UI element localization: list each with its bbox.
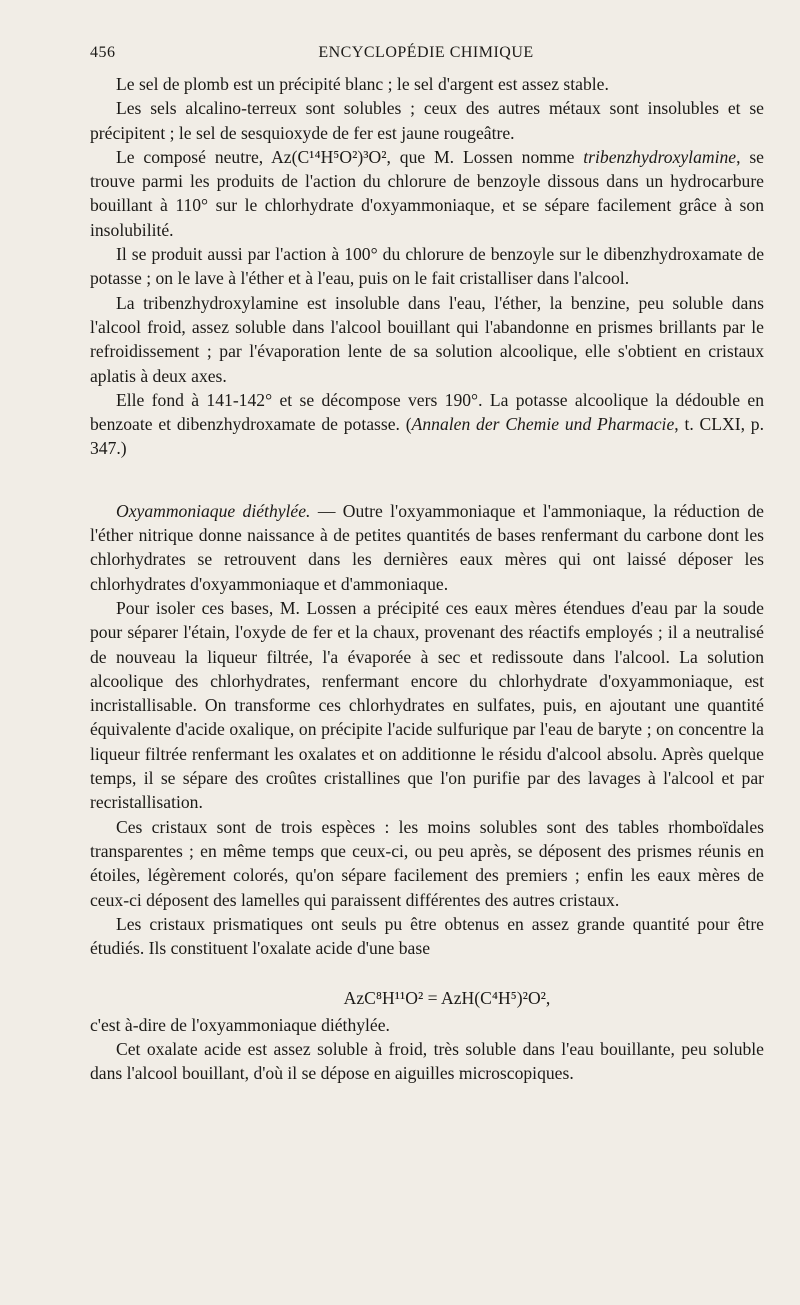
text-run: , se trouve parmi les produits de l'action du chlorure de benzoyle dissous dans un hydrocarbure bouillant à 110° sur le chlorhydrate d'oxyammoniaque, et se sépare facilement grâce à son insolubilité.: [90, 146, 764, 240]
page-body: [90, 72, 764, 1086]
paragraph-lead-salt: Le sel de plomb est un précipité blanc ; le sel d'argent est assez stable.: [116, 74, 609, 94]
italic-citation: Annalen der Chemie und Pharmacie: [411, 414, 675, 435]
italic-term: tribenzhydroxylamine: [583, 146, 737, 167]
text-run: Elle fond à 141-142° et se décompose vers 190°. La potasse alcoolique la dédouble en benzoate et dibenzhydroxamate de potasse. (: [90, 389, 764, 435]
paragraph-section-diethyl: [90, 499, 764, 596]
section-heading: Oxyammoniaque diéthylée.: [116, 500, 311, 521]
paragraph-melting-point: [90, 388, 764, 461]
text-run: Le composé neutre, Az(C¹⁴H⁵O²)³O², que M. Lossen nomme: [116, 146, 584, 167]
paragraph-oxalate: Cet oxalate acide est assez soluble à froid, très soluble dans l'eau bouillante, peu soluble dans l'alcool bouillant, d'où il se dépose en aiguilles microscopiques.: [90, 1038, 764, 1084]
paragraph-properties: La tribenzhydroxylamine est insoluble dans l'eau, l'éther, la benzine, peu soluble dans l'alcool froid, assez soluble dans l'alcool bouillant qui l'abandonne en prismes brillants par le refroidissement ; par l'évaporation lente de sa solution alcoolique, elle s'obtient en cristaux aplatis à deux axes.: [90, 292, 764, 386]
page-header: [90, 44, 762, 68]
paragraph-isolation: Pour isoler ces bases, M. Lossen a précipité ces eaux mères étendues d'eau par la soude pour séparer l'étain, l'oxyde de fer et la chaux, provenant des réactifs employés ; il a neutralisé de nouveau la liqueur filtrée, l'a évaporée à sec et redissoute dans l'alcool. La solution alcoolique des chlorhydrates, renfermant encore du chlorhydrate d'oxyammoniaque, est incristallisable. On transforme ces chlorhydrates en sulfates, puis, en ajoutant une quantité équivalente d'acide oxalique, on précipite l'acide sulfurique par l'eau de baryte ; on concentre la liqueur filtrée renfermant les oxalates et on additionne le résidu d'alcool absolu. Après quelque temps, il se sépare des croûtes cristallines que l'on purifie par des lavages à l'alcool et par recristallisation.: [90, 597, 764, 813]
text-run: — Outre l'oxyammoniaque et l'ammoniaque, la réduction de l'éther nitrique donne naissance à de petites quantités de bases renfermant du carbone dont les chlorhydrates se retrouvent dans les dernières eaux mères qui ont laissé déposer les chlorhydrates d'oxyammoniaque et d'ammoniaque.: [90, 500, 764, 594]
paragraph-formula-explanation: c'est à-dire de l'oxyammoniaque diéthylée.: [90, 1014, 390, 1035]
page-number: 456: [90, 44, 116, 61]
running-title: ENCYCLOPÉDIE CHIMIQUE: [318, 44, 534, 61]
chemical-formula: AzC⁸H¹¹O² = AzH(C⁴H⁵)²O²,: [343, 988, 551, 1009]
paragraph-prismatic-crystals: Les cristaux prismatiques ont seuls pu être obtenus en assez grande quantité pour être étudiés. Ils constituent l'oxalate acide d'une base: [90, 913, 764, 959]
paragraph-crystals: Ces cristaux sont de trois espèces : les moins solubles sont des tables rhomboïdales transparentes ; en même temps que ceux-ci, ou peu après, se déposent des prismes réunis en étoiles, légèrement colorés, qu'on sépare facilement des premiers ; enfin les eaux mères de ceux-ci déposent des lamelles qui paraissent différentes des autres cristaux.: [90, 816, 764, 910]
paragraph-alkaline-earth-salts: Les sels alcalino-terreux sont solubles ; ceux des autres métaux sont insolubles et se précipitent ; le sel de sesquioxyde de fer est jaune rougeâtre.: [90, 98, 764, 143]
paragraph-preparation: Il se produit aussi par l'action à 100° du chlorure de benzoyle sur le dibenzhydroxamate de potasse ; on le lave à l'éther et à l'eau, puis on le fait cristalliser dans l'alcool.: [90, 244, 764, 289]
paragraph-neutral-compound: [90, 145, 764, 242]
text-run: , t. CLXI, p. 347.): [90, 414, 764, 459]
